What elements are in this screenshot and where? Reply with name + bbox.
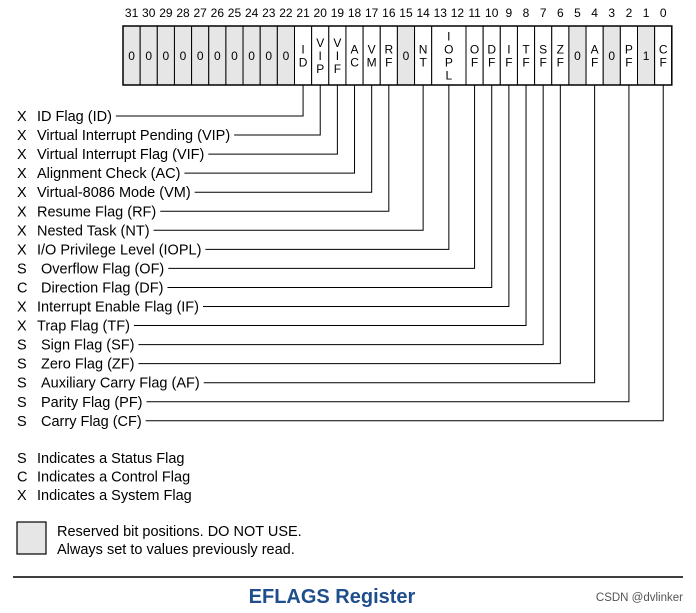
cell-char: O: [469, 42, 480, 57]
cell-char: C: [350, 55, 359, 70]
leader-line-sign-flag-sf: [138, 85, 543, 345]
cell-char: O: [444, 42, 454, 57]
leader-line-overflow-flag-of: [168, 85, 474, 268]
cell-char: F: [470, 55, 479, 70]
bit-number-29: 29: [159, 6, 173, 20]
cell-char: 1: [642, 49, 650, 63]
flag-type-alignment-check-ac: X: [17, 166, 27, 183]
legend-text-x: Indicates a System Flag: [37, 488, 192, 504]
cell-char: F: [488, 55, 496, 70]
register-cells: [123, 26, 672, 85]
bit-number-2: 2: [625, 6, 633, 20]
cell-char: F: [522, 55, 530, 70]
flag-label-trap-flag-tf: Trap Flag (TF): [37, 318, 130, 335]
flag-type-carry-flag-cf: S: [17, 413, 27, 430]
cell-bit-6: [552, 26, 569, 85]
flag-type-overflow-flag-of: S: [17, 261, 27, 278]
cell-bit-21: [295, 26, 312, 85]
watermark: CSDN @dvlinker: [595, 592, 683, 604]
cell-char: C: [658, 42, 668, 57]
bit-number-20: 20: [313, 6, 327, 20]
flag-labels: [17, 109, 230, 430]
cell-char: V: [316, 36, 325, 50]
cell-char: V: [333, 36, 342, 50]
bit-number-11: 11: [468, 6, 481, 20]
cell-bit-8: [517, 26, 534, 85]
cell-bit-7: [535, 26, 552, 85]
cell-char: 0: [213, 49, 221, 63]
flag-type-zero-flag-zf: S: [17, 356, 27, 373]
cell-char: 0: [179, 49, 187, 63]
cell-char: 0: [402, 49, 410, 63]
legend-text-c: Indicates a Control Flag: [37, 469, 191, 486]
cell-char: T: [419, 55, 427, 70]
figure-caption: EFLAGS Register: [248, 586, 416, 608]
flag-label-virtual-interrupt-flag-vif: Virtual Interrupt Flag (VIF): [37, 147, 205, 164]
cell-bit-13-12: [432, 26, 466, 85]
leader-line-trap-flag-tf: [134, 85, 526, 326]
cell-char: 0: [231, 49, 238, 63]
cell-char: 0: [128, 49, 135, 63]
cell-char: M: [366, 55, 377, 70]
cell-bit-24: [243, 26, 260, 85]
bit-number-16: 16: [382, 6, 396, 20]
cell-char: 0: [608, 49, 616, 63]
cell-char: T: [522, 42, 530, 57]
legend-type-s: S: [17, 451, 27, 467]
bit-number-25: 25: [227, 6, 242, 20]
cell-char: F: [590, 55, 599, 70]
cell-char: I: [447, 29, 451, 44]
bit-number-14: 14: [416, 6, 430, 20]
cell-char: P: [316, 62, 325, 76]
cell-char: 0: [145, 49, 153, 63]
cell-char: R: [384, 42, 394, 57]
cell-char: P: [444, 55, 453, 70]
cell-bit-4: [586, 26, 603, 85]
flag-type-virtual-interrupt-flag-vif: X: [17, 147, 27, 164]
bit-number-5: 5: [574, 6, 581, 20]
bit-number-10: 10: [485, 6, 499, 20]
flag-label-resume-flag-rf: Resume Flag (RF): [37, 204, 157, 221]
leader-line-zero-flag-zf: [138, 85, 560, 364]
bit-number-8: 8: [522, 6, 530, 20]
cell-char: I: [301, 42, 305, 57]
flag-type-legend: [17, 451, 192, 504]
cell-bit-15: [397, 26, 414, 85]
flag-type-parity-flag-pf: S: [17, 394, 27, 411]
bit-number-9: 9: [505, 6, 513, 20]
cell-bit-0: [655, 26, 672, 85]
flag-label-virtual-8086-mode-vm: Virtual-8086 Mode (VM): [37, 185, 191, 202]
flag-type-id-flag-id: X: [17, 109, 27, 125]
bit-number-12: 12: [450, 6, 465, 20]
reserved-note-line2: Always set to values previously read.: [57, 542, 295, 558]
cell-char: D: [487, 42, 497, 57]
bit-number-18: 18: [347, 6, 362, 20]
cell-char: D: [298, 55, 308, 70]
bit-number-7: 7: [539, 6, 547, 20]
flag-type-interrupt-enable-flag-if: X: [17, 299, 27, 316]
cell-bit-16: [380, 26, 397, 85]
cell-bit-25: [226, 26, 243, 85]
cell-char: V: [367, 42, 376, 57]
leader-line-id-flag-id: [116, 85, 303, 116]
cell-char: I: [318, 49, 322, 63]
flag-type-trap-flag-tf: X: [17, 318, 27, 335]
bit-number-4: 4: [591, 6, 598, 20]
cell-char: 0: [282, 49, 290, 63]
flag-type-auxiliary-carry-flag-af: S: [17, 375, 27, 392]
cell-char: F: [539, 55, 547, 70]
cell-char: 0: [162, 49, 170, 63]
legend-type-c: C: [17, 469, 28, 486]
cell-char: I: [335, 49, 340, 63]
cell-bit-28: [174, 26, 191, 85]
cell-bit-10: [483, 26, 500, 85]
leader-line-interrupt-enable-flag-if: [203, 85, 509, 307]
bit-number-31: 31: [124, 6, 139, 20]
legend-type-x: X: [17, 488, 27, 504]
cell-bit-23: [260, 26, 277, 85]
flag-label-i-o-privilege-level-iopl: I/O Privilege Level (IOPL): [37, 242, 202, 259]
reserved-note-line1: Reserved bit positions. DO NOT USE.: [57, 524, 302, 540]
cell-bit-27: [192, 26, 209, 85]
cell-bit-3: [603, 26, 620, 85]
cell-bit-31: [123, 26, 140, 85]
flag-label-id-flag-id: ID Flag (ID): [37, 109, 112, 125]
bit-number-28: 28: [176, 6, 190, 20]
bit-number-13: 13: [433, 6, 447, 20]
leader-line-auxiliary-carry-flag-af: [204, 85, 595, 383]
cell-bit-14: [415, 26, 432, 85]
flag-label-sign-flag-sf: Sign Flag (SF): [41, 337, 135, 354]
cell-bit-29: [157, 26, 174, 85]
flag-label-zero-flag-zf: Zero Flag (ZF): [41, 356, 135, 373]
flag-label-alignment-check-ac: Alignment Check (AC): [37, 166, 181, 183]
cell-char: 0: [196, 49, 204, 63]
bit-number-17: 17: [364, 6, 379, 20]
leader-line-direction-flag-df: [167, 85, 491, 287]
bit-number-22: 22: [279, 6, 293, 20]
flag-type-direction-flag-df: C: [17, 280, 28, 297]
cell-bit-30: [140, 26, 157, 85]
cell-char: Z: [556, 42, 564, 57]
cell-char: S: [539, 42, 548, 57]
flag-label-virtual-interrupt-pending-vip: Virtual Interrupt Pending (VIP): [37, 128, 231, 145]
cell-bit-17: [363, 26, 380, 85]
cell-bit-1: [638, 26, 655, 85]
flag-type-virtual-8086-mode-vm: X: [17, 185, 27, 202]
bit-number-row: [125, 6, 667, 20]
cell-char: A: [350, 42, 359, 57]
bit-number-6: 6: [556, 6, 564, 20]
cell-char: P: [624, 42, 633, 57]
bit-number-23: 23: [262, 6, 276, 20]
cell-char: F: [556, 55, 564, 70]
bit-number-0: 0: [659, 6, 667, 20]
bit-number-30: 30: [142, 6, 156, 20]
flag-type-nested-task-nt: X: [17, 223, 27, 240]
bit-number-3: 3: [608, 6, 616, 20]
cell-bit-9: [500, 26, 517, 85]
reserved-swatch: [17, 522, 46, 554]
bit-number-24: 24: [244, 6, 259, 20]
bit-number-21: 21: [296, 6, 310, 20]
cell-bit-26: [209, 26, 226, 85]
flag-label-carry-flag-cf: Carry Flag (CF): [41, 413, 142, 430]
cell-char: I: [507, 42, 511, 57]
flag-label-overflow-flag-of: Overflow Flag (OF): [41, 261, 165, 278]
cell-char: A: [590, 42, 599, 57]
flag-label-interrupt-enable-flag-if: Interrupt Enable Flag (IF): [37, 299, 199, 316]
bit-number-1: 1: [642, 6, 650, 20]
flag-label-direction-flag-df: Direction Flag (DF): [41, 280, 164, 297]
cell-char: 0: [265, 49, 273, 63]
legend-text-s: Indicates a Status Flag: [37, 451, 185, 467]
cell-char: 0: [574, 49, 581, 63]
leader-line-i-o-privilege-level-iopl: [205, 85, 448, 249]
cell-char: F: [333, 62, 342, 76]
flag-type-virtual-interrupt-pending-vip: X: [17, 128, 27, 145]
cell-bit-22: [277, 26, 294, 85]
cell-bit-2: [620, 26, 637, 85]
cell-bit-19: [329, 26, 346, 85]
cell-char: N: [418, 42, 428, 57]
leader-line-virtual-interrupt-pending-vip: [234, 85, 320, 135]
cell-char: L: [445, 68, 453, 83]
flag-type-i-o-privilege-level-iopl: X: [17, 242, 27, 259]
cell-bit-11: [466, 26, 483, 85]
cell-bit-5: [569, 26, 586, 85]
cell-bit-18: [346, 26, 363, 85]
cell-char: F: [385, 55, 393, 70]
bit-number-26: 26: [210, 6, 225, 20]
flag-label-parity-flag-pf: Parity Flag (PF): [41, 394, 143, 411]
flag-label-auxiliary-carry-flag-af: Auxiliary Carry Flag (AF): [41, 375, 200, 392]
flag-type-sign-flag-sf: S: [17, 337, 27, 354]
bit-number-19: 19: [330, 6, 345, 20]
cell-char: F: [505, 55, 513, 70]
cell-char: 0: [248, 49, 255, 63]
cell-char: F: [659, 55, 667, 70]
flag-label-nested-task-nt: Nested Task (NT): [37, 223, 150, 240]
flag-type-resume-flag-rf: X: [17, 204, 27, 221]
cell-bit-20: [312, 26, 329, 85]
cell-char: F: [625, 55, 633, 70]
bit-number-15: 15: [399, 6, 413, 20]
bit-number-27: 27: [193, 6, 207, 20]
